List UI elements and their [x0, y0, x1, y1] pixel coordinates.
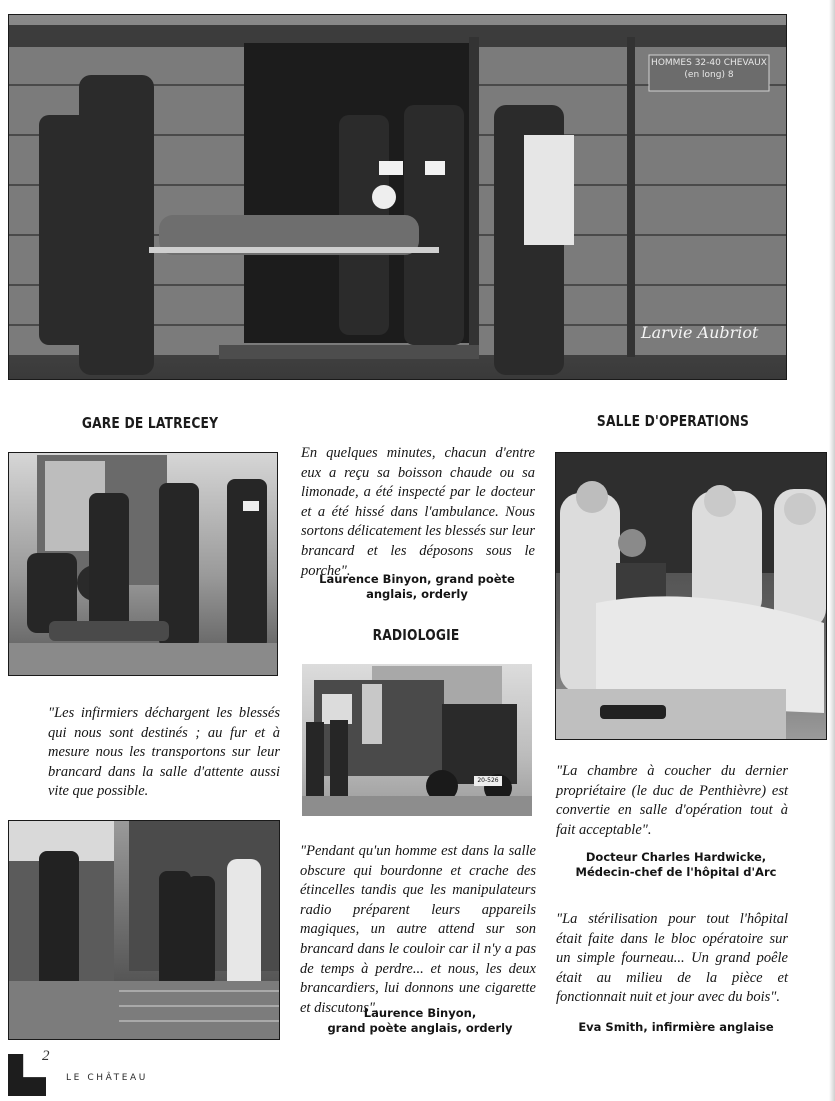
wagon-chalk-inscription: Larvie Aubriot: [641, 323, 759, 342]
credit-hardwicke-name: Docteur Charles Hardwicke,: [585, 850, 767, 864]
page-corner-mark: [8, 1054, 46, 1096]
photo-ambulance-unloading: [8, 452, 278, 676]
truck-plate: 20-526: [477, 777, 499, 784]
credit-binyon-bottom: [320, 1006, 520, 1036]
photo-radiology-truck: [302, 664, 532, 816]
page-edge-shadow: [829, 0, 835, 1101]
credit-binyon-role: grand poète anglais, orderly: [327, 1021, 513, 1035]
heading-salle-operations: SALLE D'OPERATIONS: [596, 412, 750, 430]
page-number: 2: [42, 1048, 50, 1064]
wagon-sign-text: HOMMES 32-40 CHEVAUX (en long) 8: [651, 58, 767, 80]
heading-radiologie: RADIOLOGIE: [372, 626, 460, 644]
quote-arrival: En quelques minutes, chacun d'entre eux a reçu sa boisson chaude ou sa limonade, a été inspecté par le docteur et a été hissé dans l'ambulance. Nous sortons délicatement les blessés sur leur brancard et les déposons sous le porche".: [301, 445, 535, 579]
radiology-truck-graphic: [302, 664, 532, 816]
quote-chambre: "La chambre à coucher du dernier propriétaire (le duc de Penthièvre) est convertie en salle d'opération tout à fait acceptable".: [556, 763, 788, 838]
credit-binyon-top: Laurence Binyon, grand poète anglais, orderly: [319, 572, 515, 601]
credit-hardwicke-role: Médecin-chef de l'hôpital d'Arc: [575, 865, 777, 879]
credit-smith: Eva Smith, infirmière anglaise: [578, 1020, 774, 1034]
credit-hardwicke: [556, 850, 796, 880]
photo-hospital-porch: [8, 820, 280, 1040]
quote-radiologie: "Pendant qu'un homme est dans la salle obscure qui bourdonne et crache des étincelles tandis que les manipulateurs radio préparent leurs appareils magiques, un autre attend sur son brancard dans le couloir car il n'y a pas de temps à perdre... et nous, les deux brancardiers, lui donnons une cigarette et discutons".: [300, 843, 536, 1016]
photo-stretcher-railway-wagon: [8, 14, 787, 380]
running-title: LE CHÂTEAU: [66, 1073, 148, 1083]
photo-operating-room: [555, 452, 827, 740]
quote-infirmiers: "Les infirmiers déchargent les blessés qui nous sont destinés ; au fur et à mesure nous les transportons sur leur brancard dans la salle d'attente aussi vite que possible.: [48, 705, 280, 800]
porch-scene-graphic: [9, 821, 279, 1039]
operating-room-graphic: [556, 453, 826, 739]
heading-gare-de-latrecey: GARE DE LATRECEY: [81, 414, 219, 432]
credit-binyon-name: Laurence Binyon,: [363, 1006, 477, 1020]
quote-sterilisation: "La stérilisation pour tout l'hôpital était faite dans le bloc opératoire sur un simple fourneau... Un grand poêle était au milieu de la pièce et fonctionnait nuit et jour avec du bois".: [556, 911, 788, 1006]
ambulance-scene-graphic: [9, 453, 277, 675]
